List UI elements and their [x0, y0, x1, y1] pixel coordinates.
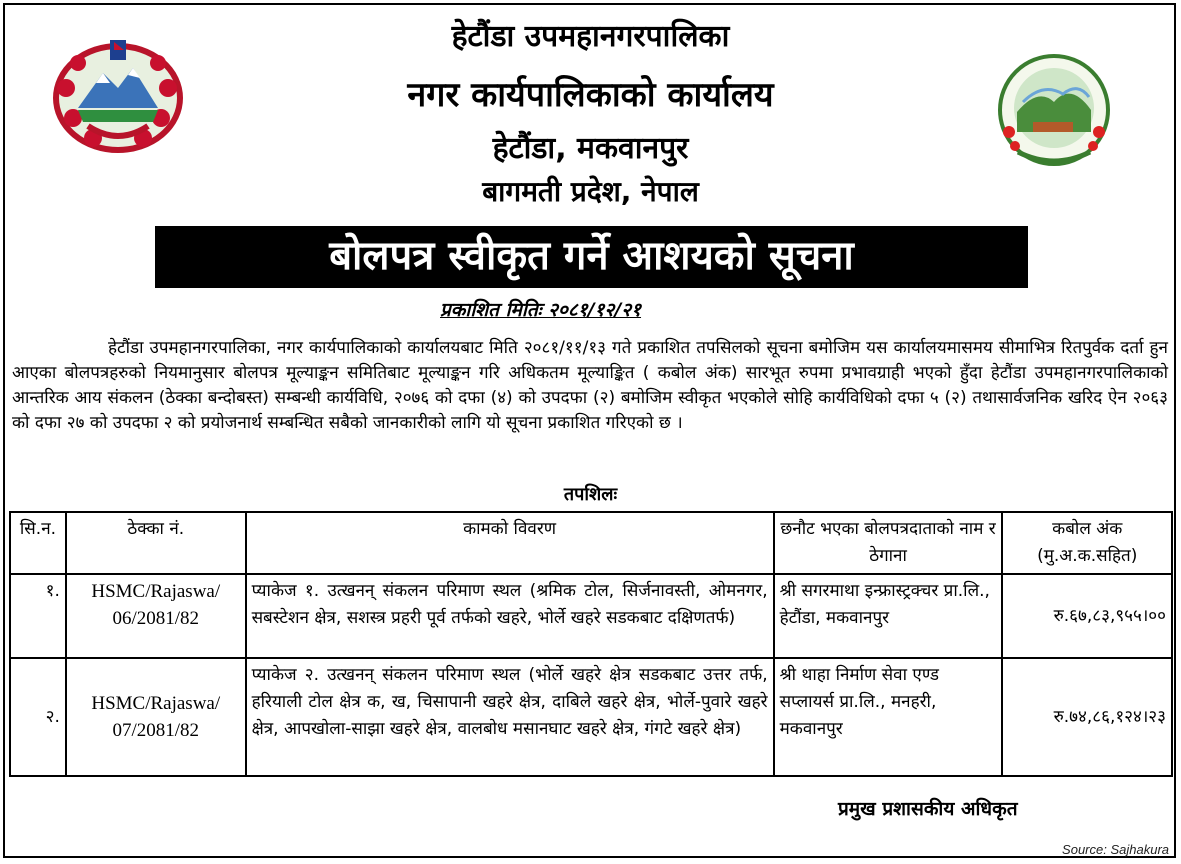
- contract-table: [9, 511, 1173, 777]
- header-description: कामको विवरण: [246, 512, 774, 574]
- row-bidder: श्री थाहा निर्माण सेवा एण्ड सप्लायर्स प्रा.लि., मनहरी, मकवानपुर: [774, 658, 1003, 776]
- source-credit: Source: Sajhakura: [1062, 842, 1169, 857]
- row-contract: HSMC/Rajaswa/ 07/2081/82: [66, 658, 246, 776]
- table-row: [10, 658, 1172, 776]
- header-contract: ठेक्का नं.: [66, 512, 246, 574]
- header-amount: कबोल अंक (मु.अ.क.सहित): [1002, 512, 1172, 574]
- row-contract: HSMC/Rajaswa/ 06/2081/82: [66, 574, 246, 658]
- row-sn: २.: [10, 658, 66, 776]
- table-caption: तपशिलः: [563, 484, 618, 505]
- office-location: हेटौंडा, मकवानपुर: [492, 131, 689, 166]
- row-description: प्याकेज १. उत्खनन् संकलन परिमाण स्थल (श्रमिक टोल, सिर्जनावस्ती, ओमनगर, सबस्टेशन क्षेत्र, सशस्त्र प्रहरी पूर्व तर्फको खहरे, भोर्ले खहरे सडकबाट दक्षिणतर्फ): [246, 574, 774, 658]
- notice-body: हेटौंडा उपमहानगरपालिका, नगर कार्यपालिकाको कार्यालयबाट मिति २०८१/११/१३ गते प्रकाशित तपसिलको सूचना बमोजिम यस कार्यालयमासमय सीमाभित्र रितपुर्वक दर्ता हुन आएका बोलपत्रहरुको नियमानुसार बोलपत्र मूल्याङ्कन समितिबाट मूल्याङ्कन गरि अधिकतम मूल्याङ्कित ( कबोल अंक) सारभूत रुपमा प्रभावग्राही भएको हुँदा हेटौंडा उपमहानगरपालिकाको आन्तरिक आय संकलन (ठेक्का बन्दोबस्त) सम्बन्धी कार्यविधि, २०७६ को दफा (४) को उपदफा (२) बमोजिम स्वीकृत भएकोले सोहि कार्यविधिको दफा ५ (२) तथासार्वजनिक खरिद ऐन २०६३ को दफा २७ को उपदफा २ को प्रयोजनार्थ सम्बन्धित सबैको जानकारीको लागि यो सूचना प्रकाशित गरिएको छ ।: [12, 338, 1168, 433]
- row-amount: रु.७४,८६,१२४।२३: [1002, 658, 1172, 776]
- municipality-name: हेटौंडा उपमहानगरपालिका: [451, 19, 730, 54]
- header-sn: सि.न.: [10, 512, 66, 574]
- table-row: [10, 574, 1172, 658]
- header-bidder: छनौट भएका बोलपत्रदाताको नाम र ठेगाना: [774, 512, 1003, 574]
- row-bidder: श्री सगरमाथा इन्फ्रास्ट्रक्चर प्रा.लि., हेटौंडा, मकवानपुर: [774, 574, 1003, 658]
- table-header-row: [10, 512, 1172, 574]
- office-name: नगर कार्यपालिकाको कार्यालय: [407, 75, 774, 115]
- province-country: बागमती प्रदेश, नेपाल: [482, 175, 699, 208]
- row-description: प्याकेज २. उत्खनन् संकलन परिमाण स्थल (भोर्ले खहरे क्षेत्र सडकबाट उत्तर तर्फ, हरियाली टोल क्षेत्र क, ख, चिसापानी खहरे क्षेत्र, दाबिले खहरे क्षेत्र, भोर्ले-पुवारे खहरे क्षेत्र, आपखोला-साझा खहरे क्षेत्र, वालबोध मसानघाट खहरे क्षेत्र, गंगटे खहरे क्षेत्र): [246, 658, 774, 776]
- row-amount: रु.६७,८३,९५५।००: [1002, 574, 1172, 658]
- published-date: प्रकाशित मितिः २०८१/१२/२१: [440, 299, 642, 321]
- notice-title: बोलपत्र स्वीकृत गर्ने आशयको सूचना: [155, 226, 1028, 288]
- row-sn: १.: [10, 574, 66, 658]
- signatory-title: प्रमुख प्रशासकीय अधिकृत: [838, 798, 1018, 820]
